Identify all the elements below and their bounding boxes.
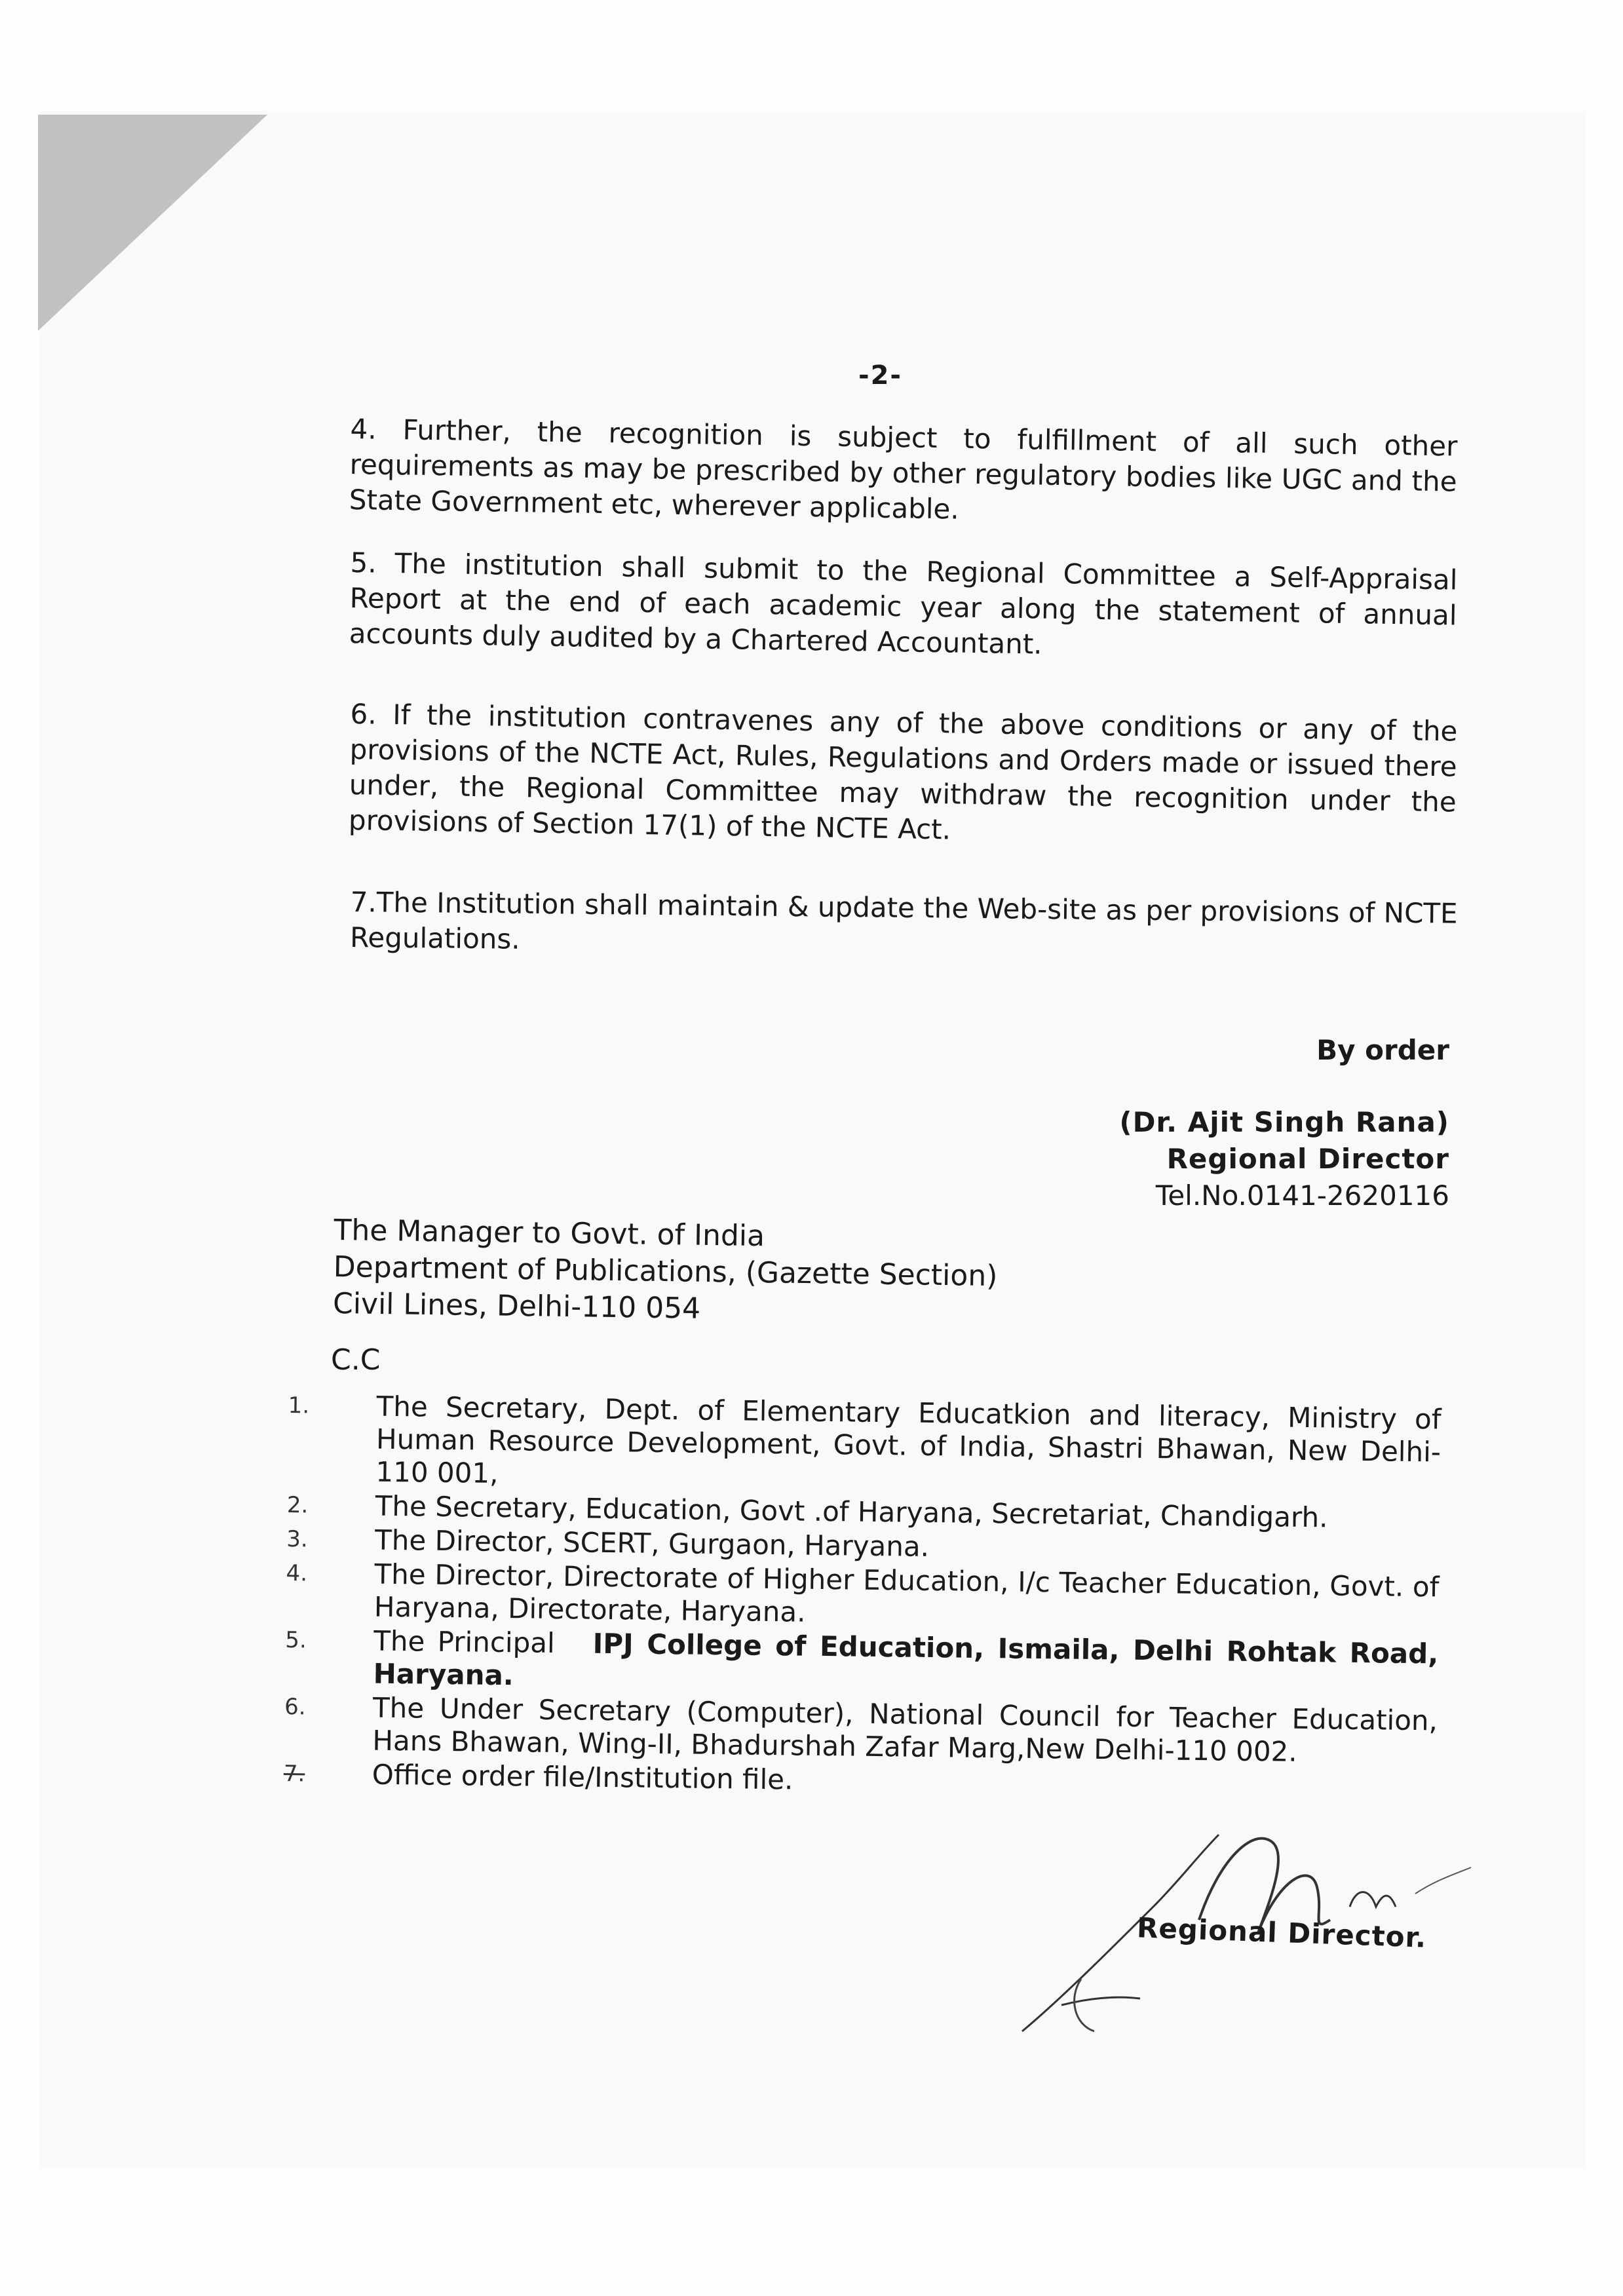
cc-item-number: 4. [286,1559,308,1587]
cc-item-number: 2. [286,1491,309,1519]
cc-label: C.C [331,1343,381,1377]
address-line-2: Department of Publications, (Gazette Section) [333,1250,998,1293]
cc-item-text: The Director, SCERT, Gurgaon, Haryana. [374,1523,930,1563]
address-line-3: Civil Lines, Delhi-110 054 [332,1286,701,1326]
cc-item-number: 6. [284,1693,306,1721]
signatory-role: Regional Director [1166,1143,1449,1175]
cc-item [284,1691,1438,1770]
signatory-telephone: Tel.No.0141-2620116 [1155,1179,1449,1212]
cc-item-text: The Secretary, Dept. of Elementary Educatkion and literacy, Ministry of Human Resource Development, Govt. of India, Shastri Bhawan, New Delhi-110 001, [375,1390,1442,1489]
institution-name: IPJ College of Education, Ismaila, Delhi Rohtak Road, Haryana. [373,1627,1439,1692]
condition-paragraph-5: 5. The institution shall submit to the Regional Committee a Self-Appraisal Report at the end of each academic year along the statement of annual accounts duly audited by a Chartered Accountant. [349,546,1458,660]
condition-paragraph-7: 7.The Institution shall maintain & update the Web-site as per provisions of NCTE Regulations. [349,885,1458,955]
by-order-line: By order [1316,1034,1449,1066]
cc-list [283,1389,1441,1805]
folded-corner-shadow [38,115,267,331]
cc-item-text: The Director, Directorate of Higher Education, I/c Teacher Education, Govt. of Haryana, Directorate, Haryana. [373,1558,1440,1628]
cc-item-text: The Secretary, Education, Govt .of Haryana, Secretariat, Chandigarh. [375,1489,1328,1534]
cc-item-number: 3. [286,1525,308,1553]
condition-paragraph-4: 4. Further, the recognition is subject to fulfillment of all such other requirements as may be prescribed by other regulatory bodies like UGC and the State Government etc, wherever applicable. [349,412,1458,526]
closing-signature-title: Regional Director. [1136,1911,1427,1954]
cc-item-number: 7. [283,1760,305,1788]
cc-item [286,1557,1440,1636]
cc-item-text-plain: The Principal [373,1624,556,1659]
condition-paragraph-6: 6. If the institution contravenes any of the above conditions or any of the provisions of the NCTE Act, Rules, Regulations and Orders made or issued there under, the Regional Committee may withdraw the recognition under the provisions of Section 17(1) of the NCTE Act. [348,697,1458,846]
cc-item [287,1389,1442,1501]
cc-item-number: 5. [285,1626,307,1654]
page-number: -2- [858,360,903,391]
cc-item-text [373,1625,1438,1704]
cc-item-number: 1. [288,1392,310,1419]
signatory-name: (Dr. Ajit Singh Rana) [1119,1106,1449,1138]
cc-item-text: Office order file/Institution file. [372,1758,793,1796]
cc-item-text: The Under Secretary (Computer), National Council for Teacher Education, Hans Bhawan, Wing-II, Bhadurshah Zafar Marg,New Delhi-110 002. [372,1691,1438,1768]
address-line-1: The Manager to Govt. of India [334,1213,765,1253]
signatory-block [1119,1104,1449,1214]
recipient-address [333,1212,999,1331]
cc-item [284,1624,1438,1703]
